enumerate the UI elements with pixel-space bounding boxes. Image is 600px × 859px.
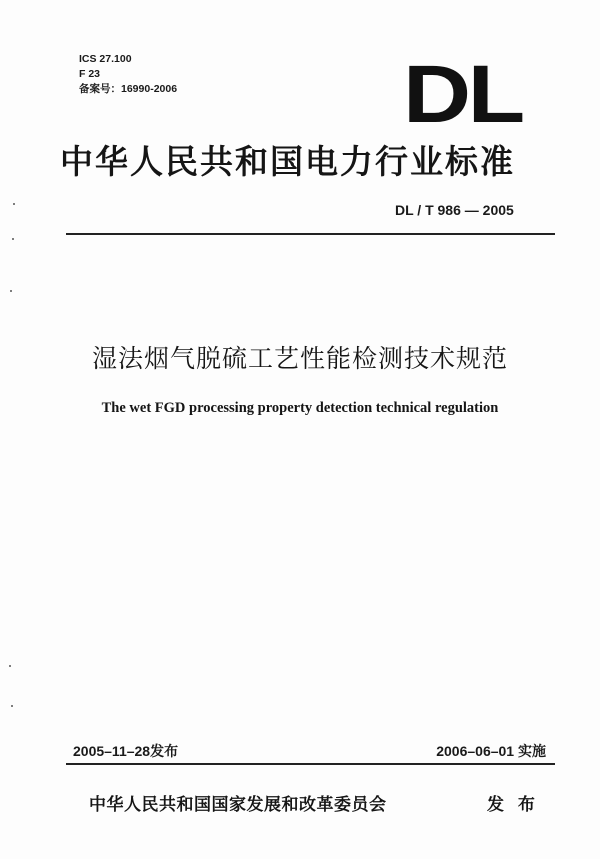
dl-logo: DL <box>403 49 522 140</box>
issue-date: 2005–11–28发布 <box>73 743 179 759</box>
top-divider <box>66 233 555 235</box>
standard-category-title: 中华人民共和国电力行业标准 <box>60 142 515 181</box>
issuing-action: 发 布 <box>487 795 539 815</box>
document-title-english: The wet FGD processing property detection technical regulation <box>101 400 499 416</box>
scan-speck <box>12 238 14 240</box>
ics-code: ICS 27.100 <box>79 53 132 65</box>
implementation-date: 2006–06–01 实施 <box>436 743 546 759</box>
scan-speck <box>11 705 13 707</box>
issuing-authority: 中华人民共和国国家发展和改革委员会 <box>89 795 387 815</box>
bottom-divider <box>66 763 555 765</box>
scan-speck <box>10 290 12 292</box>
scan-speck <box>13 203 15 205</box>
scan-speck <box>9 665 11 667</box>
standard-number: DL / T 986 — 2005 <box>395 202 514 218</box>
document-title-chinese: 湿法烟气脱硫工艺性能检测技术规范 <box>91 344 508 373</box>
ccs-code: F 23 <box>79 68 101 80</box>
classification-block <box>79 52 177 97</box>
record-number: 备案号：16990-2006 <box>79 83 178 95</box>
